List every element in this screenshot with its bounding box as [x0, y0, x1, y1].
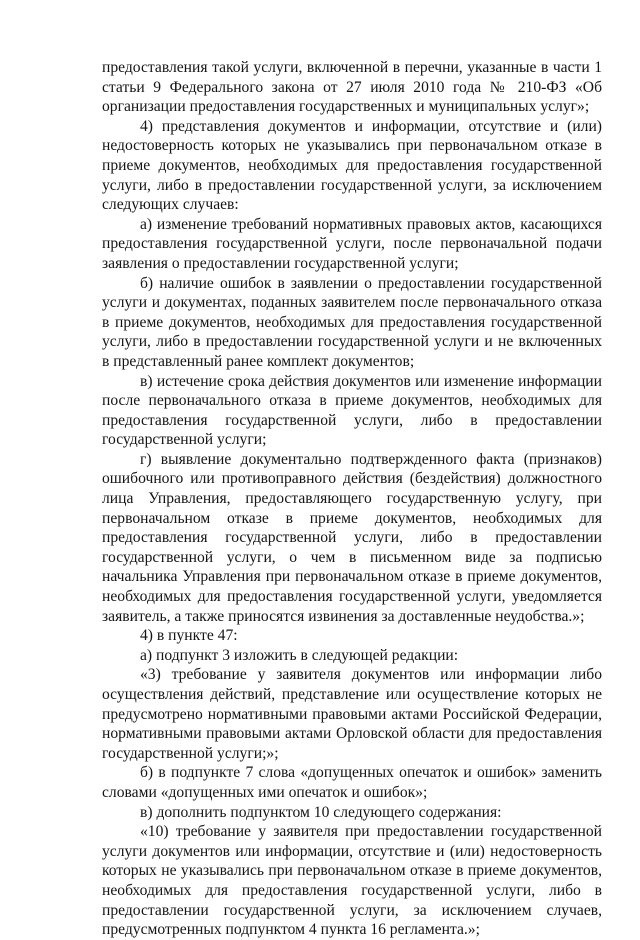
paragraph-item-v: в) истечение срока действия документов или изменение информации после первоначального отказа в приеме документов, необходимых для предоставления государственной услуги, либо в предоставлении государственной услуги;	[102, 372, 602, 449]
paragraph-quote-10: «10) требование у заявителя при предоставлении государственной услуги документов или информации, отсутствие и (или) недостоверность которых не указывались при первоначальном отказе в приеме документов, необходимых для предоставления государственной услуги, либо в предоставлении государственной услуги, за исключением случаев, предусмотренных подпунктом 4 пункта 16 регламента.»;	[102, 823, 602, 939]
paragraph-subpoint-a: а) подпункт 3 изложить в следующей редакции:	[140, 646, 459, 664]
paragraph-item-g: г) выявление документально подтвержденного факта (признаков) ошибочного или противоправного действия (бездействия) должностного лица Управления, предоставляющего государственную услугу, при первоначальном отказе в приеме документов, необходимых для предоставления государственной услуги, либо в предоставлении государственной услуги, о чем в письменном виде за подписью начальника Управления при первоначальном отказе в приеме документов, необходимых для предоставления государственной услуги, уведомляется заявитель, а также приносятся извинения за доставленные неудобства.»;	[102, 450, 602, 625]
paragraph-continuation: предоставления такой услуги, включенной в перечни, указанные в части 1 статьи 9 Федерального закона от 27 июля 2010 года № 210-ФЗ «Об организации предоставления государственных и муниципальных услуг»;	[102, 59, 602, 116]
paragraph-item-a: а) изменение требований нормативных правовых актов, касающихся предоставления государственной услуги, после первоначальной подачи заявления о предоставлении государственной услуги;	[102, 215, 602, 272]
document-body	[102, 58, 602, 940]
paragraph-point-47: 4) в пункте 47:	[140, 627, 238, 645]
paragraph-subpoint-b: б) в подпункте 7 слова «допущенных опечаток и ошибок» заменить словами «допущенных ими опечаток и ошибок»;	[102, 764, 602, 801]
paragraph-quote-3: «3) требование у заявителя документов или информации либо осуществления действий, представление или осуществление которых не предусмотрено нормативными правовыми актами Российской Федерации, нормативными правовыми актами Орловской области для предоставления государственной услуги;»;	[102, 666, 602, 762]
paragraph-item-b: б) наличие ошибок в заявлении о предоставлении государственной услуги и документах, поданных заявителем после первоначального отказа в приеме документов, необходимых для предоставления государственной услуги, либо в предоставлении государственной услуги и не включенных в представленный ранее комплект документов;	[102, 274, 602, 370]
paragraph-subpoint-v: в) дополнить подпунктом 10 следующего содержания:	[140, 803, 502, 821]
paragraph-item-4: 4) представления документов и информации, отсутствие и (или) недостоверность которых не указывались при первоначальном отказе в приеме документов, необходимых для предоставления государственной услуги, либо в предоставлении государственной услуги, за исключением следующих случаев:	[102, 117, 602, 214]
